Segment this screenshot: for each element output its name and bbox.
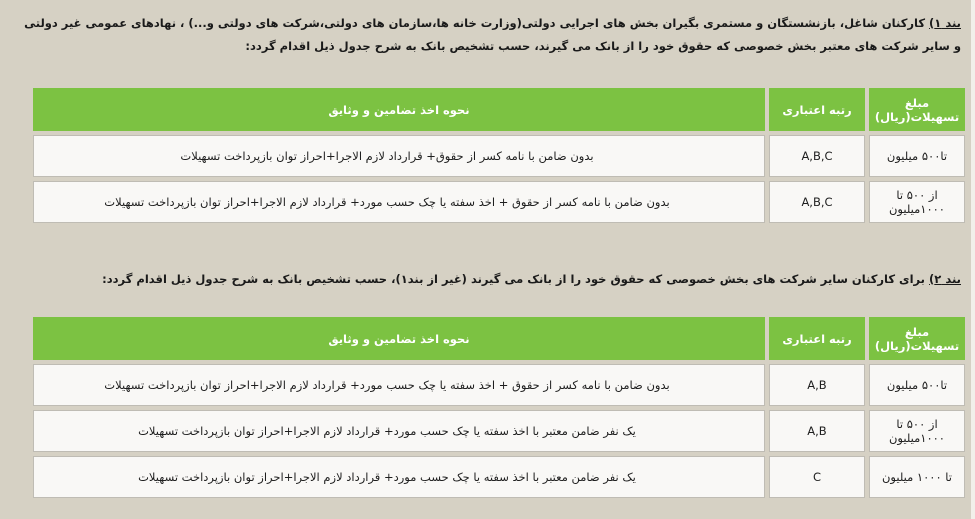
cell-amount: تا ۱۰۰۰ میلیون [869, 456, 965, 498]
cell-guarantee: یک نفر ضامن معتبر با اخذ سفته یا چک حسب مورد+ قرارداد لازم الاجرا+احراز توان بازپرداخت تسهیلات [33, 456, 765, 498]
cell-amount: از ۵۰۰ تا ۱۰۰۰میلیون [869, 181, 965, 223]
header-amount: مبلغ تسهیلات(ریال) [869, 88, 965, 131]
header-rank: رتبه اعتباری [769, 88, 865, 131]
clause-1-paragraph [16, 12, 961, 58]
table-clause-2 [29, 313, 969, 502]
table-row [33, 135, 965, 177]
table-row [33, 410, 965, 452]
cell-rank: A,B,C [769, 181, 865, 223]
table-row [33, 181, 965, 223]
header-guarantee: نحوه اخذ تضامین و وثایق [33, 88, 765, 131]
cell-rank: A,B [769, 364, 865, 406]
cell-amount: از ۵۰۰ تا ۱۰۰۰میلیون [869, 410, 965, 452]
cell-rank: C [769, 456, 865, 498]
cell-amount: تا۵۰۰ میلیون [869, 135, 965, 177]
clause-2-text: برای کارکنان سایر شرکت های بخش خصوصی که حقوق خود را از بانک می گیرند (غیر از بند۱)، حسب تشخیص بانک به شرح جدول ذیل اقدام گردد: [102, 271, 926, 286]
cell-rank: A,B,C [769, 135, 865, 177]
table-clause-1 [29, 84, 969, 227]
clause-1-text: کارکنان شاغل، بازنشستگان و مستمری بگیران بخش های اجرایی دولتی(وزارت خانه ها،سازمان های دولتی،شرکت های دولتی و...) ، نهادهای عمومی غیر دولتی و سایر شرکت های معتبر بخش خصوصی که حقوق خود را از بانک می گیرند، حسب تشخیص بانک به شرح جدول ذیل اقدام گردد: [24, 15, 961, 53]
page-edge [971, 0, 975, 519]
header-rank: رتبه اعتباری [769, 317, 865, 360]
cell-guarantee: یک نفر ضامن معتبر با اخذ سفته یا چک حسب مورد+ قرارداد لازم الاجرا+احراز توان بازپرداخت تسهیلات [33, 410, 765, 452]
clause-1-label: بند ۱) [929, 15, 961, 30]
clause-2-paragraph [16, 268, 961, 291]
cell-guarantee: بدون ضامن با نامه کسر از حقوق + اخذ سفته یا چک حسب مورد+ قرارداد لازم الاجرا+احراز توان بازپرداخت تسهیلات [33, 181, 765, 223]
header-guarantee: نحوه اخذ تضامین و وثایق [33, 317, 765, 360]
cell-rank: A,B [769, 410, 865, 452]
table-header-row [33, 88, 965, 131]
cell-guarantee: بدون ضامن با نامه کسر از حقوق + اخذ سفته یا چک حسب مورد+ قرارداد لازم الاجرا+احراز توان بازپرداخت تسهیلات [33, 364, 765, 406]
header-amount: مبلغ تسهیلات(ریال) [869, 317, 965, 360]
clause-2-label: بند ۲) [929, 271, 961, 286]
cell-amount: تا۵۰۰ میلیون [869, 364, 965, 406]
table-row [33, 456, 965, 498]
cell-guarantee: بدون ضامن با نامه کسر از حقوق+ قرارداد لازم الاجرا+احراز توان بازپرداخت تسهیلات [33, 135, 765, 177]
table-row [33, 364, 965, 406]
table-header-row [33, 317, 965, 360]
